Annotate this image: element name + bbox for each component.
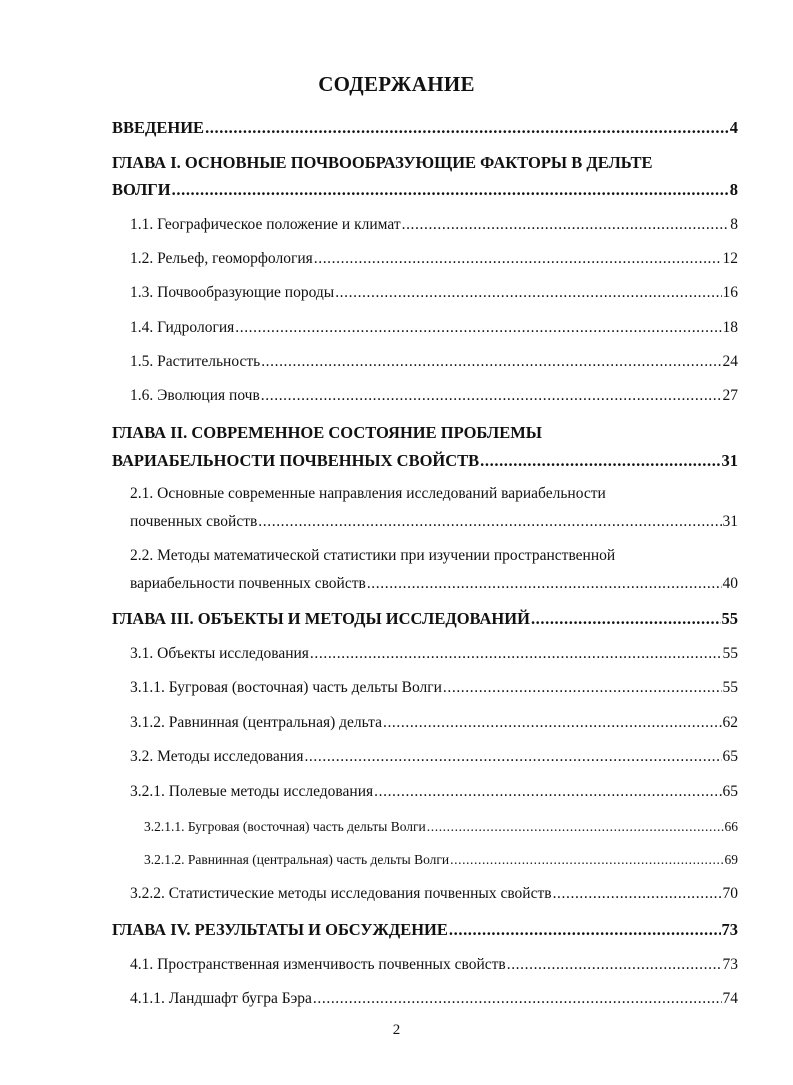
toc-entry-page: 66 — [724, 819, 738, 834]
toc-entry-page: 73 — [721, 920, 738, 939]
toc-leader-dots — [383, 714, 722, 732]
toc-entry-label: 3.2.2. Статистические методы исследования почвенных свойств — [130, 885, 552, 902]
toc-entry-page: 55 — [721, 609, 738, 628]
toc-entry-3-1-2[interactable] — [130, 714, 738, 740]
toc-entry-page: 74 — [722, 990, 738, 1007]
toc-entry-label: вариабельности почвенных свойств — [130, 575, 366, 592]
toc-entry-label: ВАРИАБЕЛЬНОСТИ ПОЧВЕННЫХ СВОЙСТВ — [112, 451, 480, 470]
toc-entry-3-2-1-2[interactable] — [144, 852, 738, 878]
toc-entry-label: ГЛАВА IV. РЕЗУЛЬТАТЫ И ОБСУЖДЕНИЕ — [112, 920, 448, 939]
toc-leader-dots — [235, 319, 721, 337]
toc-leader-dots — [553, 885, 722, 903]
toc-entry-label: 4.1.1. Ландшафт бугра Бэра — [130, 990, 312, 1007]
toc-entry-label: 3.2.1.1. Бугровая (восточная) часть дельты Волги — [144, 819, 426, 834]
toc-entry-page: 70 — [722, 885, 738, 902]
toc-leader-dots — [205, 118, 729, 138]
toc-entry-label: 3.2.1. Полевые методы исследования — [130, 783, 374, 800]
toc-entry-page: 8 — [729, 180, 738, 199]
toc-entry-2-1[interactable] — [130, 513, 738, 539]
toc-entry-page: 31 — [721, 451, 738, 470]
toc-entry-page: 69 — [724, 852, 738, 867]
toc-leader-dots — [374, 783, 721, 801]
toc-leader-dots — [450, 852, 723, 868]
toc-entry-chapter-1[interactable] — [112, 180, 738, 206]
toc-entry-page: 27 — [722, 387, 738, 404]
toc-entry-page: 16 — [722, 284, 738, 301]
toc-entry-page: 18 — [722, 319, 738, 336]
toc-entry-chapter-2[interactable] — [112, 451, 738, 477]
page-number: 2 — [392, 1022, 401, 1038]
toc-leader-dots — [402, 216, 730, 234]
toc-leader-dots — [304, 748, 721, 766]
toc-entry-3-2-1[interactable] — [130, 783, 738, 809]
toc-entry-page: 40 — [722, 575, 738, 592]
toc-leader-dots — [335, 284, 721, 302]
toc-entry-page: 65 — [722, 783, 738, 800]
toc-leader-dots — [313, 990, 722, 1008]
toc-entry-4-1[interactable] — [130, 956, 738, 982]
toc-entry-3-2-1-1[interactable] — [144, 819, 738, 845]
toc-leader-dots — [172, 180, 729, 200]
toc-entry-2-2[interactable] — [130, 575, 738, 601]
toc-entry-3-1[interactable] — [130, 645, 738, 671]
toc-leader-dots — [258, 513, 721, 531]
toc-entry-chapter-1-line1[interactable]: ГЛАВА I. ОСНОВНЫЕ ПОЧВООБРАЗУЮЩИЕ ФАКТОРЫ В ДЕЛЬТЕ — [112, 153, 653, 172]
toc-entry-label: почвенных свойств — [130, 513, 258, 530]
toc-entry-label: 1.1. Географическое положение и климат — [130, 216, 401, 233]
toc-entry-1-5[interactable] — [130, 353, 738, 379]
toc-leader-dots — [367, 575, 722, 593]
toc-entry-3-1-1[interactable] — [130, 679, 738, 705]
toc-entry-3-2[interactable] — [130, 748, 738, 774]
toc-leader-dots — [507, 956, 722, 974]
toc-entry-label: 3.1.1. Бугровая (восточная) часть дельты Волги — [130, 679, 442, 696]
toc-entry-introduction[interactable] — [112, 118, 738, 144]
toc-entry-page: 8 — [730, 216, 738, 233]
toc-entry-1-2[interactable] — [130, 250, 738, 276]
toc-entry-1-4[interactable] — [130, 319, 738, 345]
toc-entry-1-3[interactable] — [130, 284, 738, 310]
toc-entry-label: 3.1.2. Равнинная (центральная) дельта — [130, 714, 382, 731]
toc-entry-label: 3.2. Методы исследования — [130, 748, 304, 765]
toc-entry-label: ВОЛГИ — [112, 180, 171, 199]
toc-leader-dots — [310, 645, 722, 663]
toc-entry-chapter-3[interactable] — [112, 609, 738, 635]
toc-entry-page: 12 — [722, 250, 738, 267]
toc-entry-page: 4 — [729, 118, 738, 137]
toc-leader-dots — [261, 387, 722, 405]
toc-entry-page: 62 — [722, 714, 738, 731]
toc-entry-3-2-2[interactable] — [130, 885, 738, 911]
toc-leader-dots — [314, 250, 722, 268]
toc-entry-label: 1.2. Рельеф, геоморфология — [130, 250, 313, 267]
toc-entry-label: 4.1. Пространственная изменчивость почвенных свойств — [130, 956, 506, 973]
toc-entry-page: 73 — [722, 956, 738, 973]
toc-entry-label: 1.5. Растительность — [130, 353, 261, 370]
toc-entry-page: 55 — [722, 679, 738, 696]
toc-leader-dots — [443, 679, 722, 697]
toc-entry-4-1-1[interactable] — [130, 990, 738, 1016]
toc-entry-label: 1.4. Гидрология — [130, 319, 235, 336]
toc-leader-dots — [427, 819, 724, 835]
toc-entry-page: 31 — [722, 513, 738, 530]
toc-leader-dots — [531, 609, 721, 629]
toc-entry-2-1-line1[interactable]: 2.1. Основные современные направления исследований вариабельности — [130, 485, 606, 502]
toc-leader-dots — [449, 920, 721, 940]
toc-entry-label: 1.6. Эволюция почв — [130, 387, 260, 404]
toc-entry-chapter-4[interactable] — [112, 920, 738, 946]
toc-entry-1-1[interactable] — [130, 216, 738, 242]
toc-leader-dots — [480, 451, 720, 471]
toc-entry-label: 1.3. Почвообразующие породы — [130, 284, 335, 301]
toc-entry-page: 24 — [722, 353, 738, 370]
toc-entry-1-6[interactable] — [130, 387, 738, 413]
toc-entry-label: ГЛАВА III. ОБЪЕКТЫ И МЕТОДЫ ИССЛЕДОВАНИЙ — [112, 609, 530, 628]
toc-entry-2-2-line1[interactable]: 2.2. Методы математической статистики при изучении пространственной — [130, 547, 616, 564]
toc-entry-page: 65 — [722, 748, 738, 765]
toc-entry-label: 3.1. Объекты исследования — [130, 645, 309, 662]
toc-entry-chapter-2-line1[interactable]: ГЛАВА II. СОВРЕМЕННОЕ СОСТОЯНИЕ ПРОБЛЕМЫ — [112, 423, 542, 442]
toc-entry-label: ВВЕДЕНИЕ — [112, 118, 205, 137]
toc-entry-page: 55 — [722, 645, 738, 662]
page-title: СОДЕРЖАНИЕ — [318, 72, 475, 96]
toc-leader-dots — [261, 353, 721, 371]
toc-entry-label: 3.2.1.2. Равнинная (центральная) часть дельты Волги — [144, 852, 450, 867]
